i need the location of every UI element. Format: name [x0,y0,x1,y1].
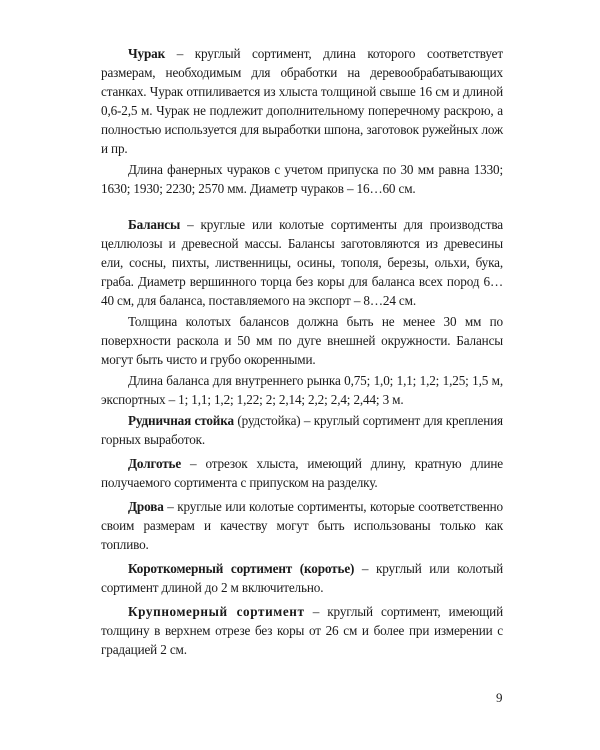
definition-balansy [101,215,503,310]
definition: – круглые или колотые сортименты для производства целлюлозы и древесной массы. Балансы заготовляются из древесины ели, сосны, пихты, лиственницы, осины, тополя, березы, ольхи, бука, граба. Диаметр вершинного торца без коры для баланса всех пород 6…40 см, для баланса, поставляемого на экспорт – 8…24 см. [101,217,503,308]
paragraph: Длина баланса для внутреннего рынка 0,75; 1,0; 1,1; 1,2; 1,25; 1,5 м, экспортных – 1; 1,1; 1,2; 1,22; 2; 2,14; 2,2; 2,4; 2,44; 3 м. [101,373,503,407]
body-text [101,44,503,659]
definition-drova [101,497,503,554]
definition-churak [101,44,503,158]
definition: – круглые или колотые сортименты, которые соответственно своим размерам и качеству могут быть использованы только как топливо. [101,499,503,552]
definition: – отрезок хлыста, имеющий длину, кратную длине получаемого сортимента с припуском на разделку. [101,456,503,490]
page-number: 9 [496,690,503,705]
definition: – круглый или колотый сортимент длиной до 2 м включительно. [101,561,503,595]
paragraph: Толщина колотых балансов должна быть не менее 30 мм по поверхности раскола и 50 мм по дуге внешней окружности. Балансы могут быть чисто и грубо окоренными. [101,314,503,367]
paragraph: Длина фанерных чураков с учетом припуска по 30 мм равна 1330; 1630; 1930; 2230; 2570 мм. Диаметр чураков – 16…60 см. [101,162,503,196]
term: Чурак [128,46,166,61]
definition: (рудстойка) – круглый сортимент для крепления горных выработок. [101,413,503,447]
definition: – круглый сортимент, длина которого соответствует размерам, необходимым для обработки на деревообрабатывающих станках. Чурак отпиливается из хлыста толщиной свыше 16 см и длиной 0,6-2,5 м. Чурак не подлежит дополнительному поперечному раскрою, а полностью используется для выработки шпона, заготовок ружейных лож и пр. [101,46,503,156]
definition-korotkomerny [101,559,503,597]
term: Долготье [128,456,182,471]
definition-rudnichnaya-stoyka [101,411,503,449]
term: Балансы [128,217,181,232]
definition: – круглый сортимент, имеющий толщину в верхнем отрезе без коры от 26 см и более при измерении с градацией 2 см. [101,604,503,657]
term: Крупномерный сортимент [128,604,305,619]
definition-dolgotye [101,454,503,492]
definition-krupnomerny [101,602,503,659]
term: Рудничная стойка [128,413,234,428]
term: Дрова [128,499,164,514]
term: Короткомерный сортимент (коротье) [128,561,355,576]
